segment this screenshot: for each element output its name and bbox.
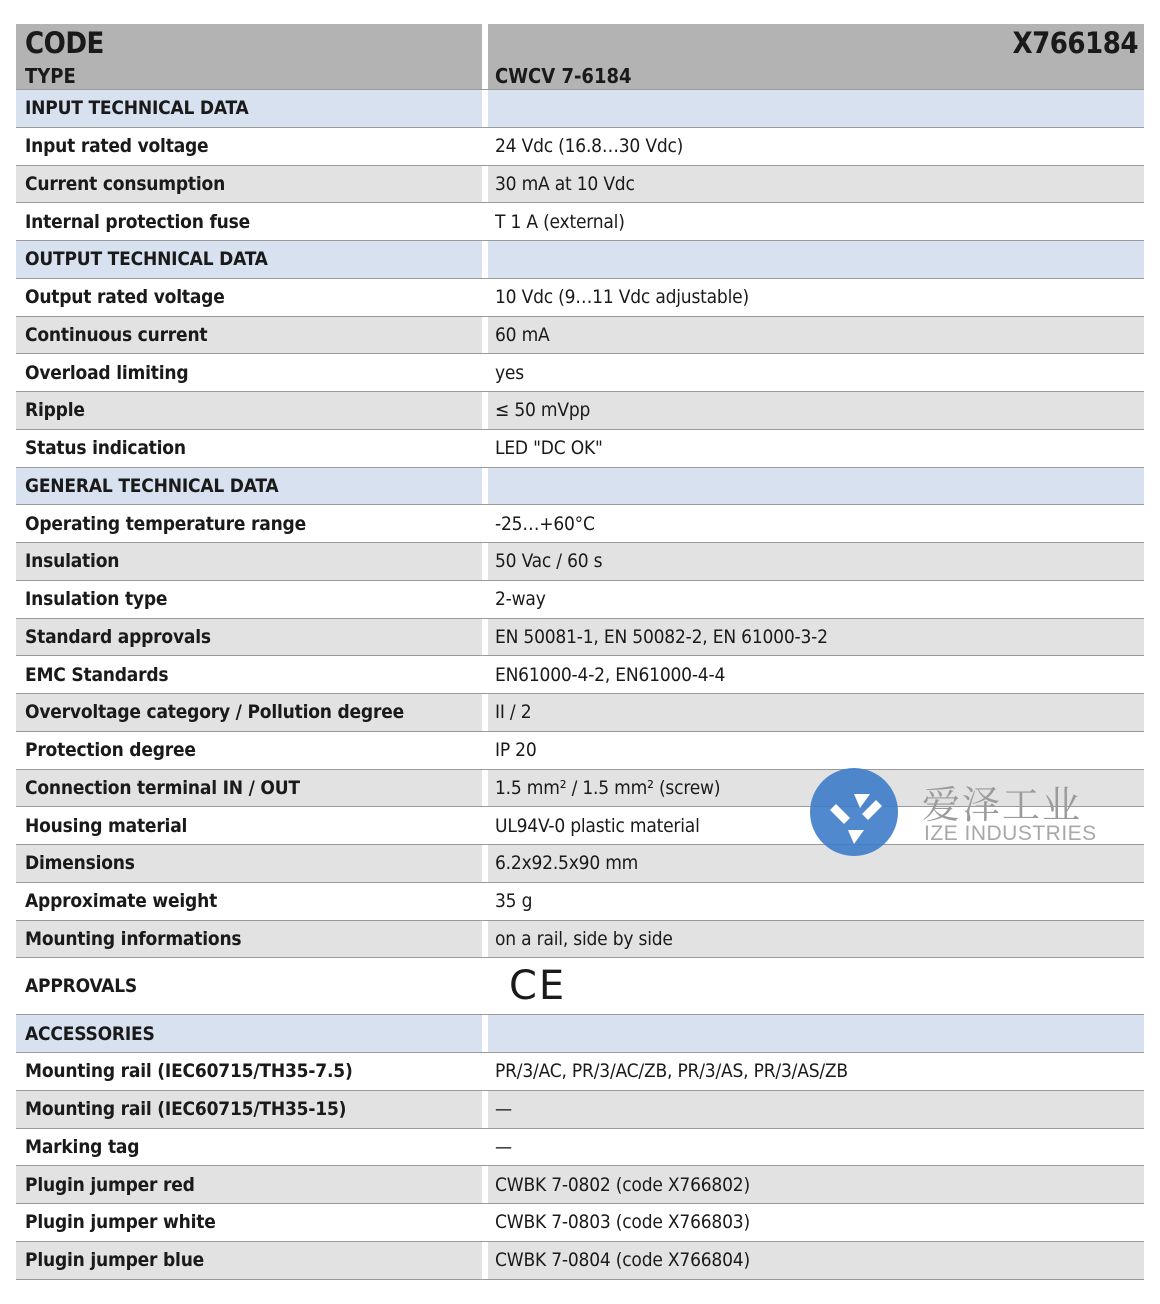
approvals-label: APPROVALS [16, 958, 482, 1014]
table-row [16, 1204, 1144, 1242]
row-label: Current consumption [16, 166, 482, 203]
type-label: TYPE [25, 64, 76, 88]
table-row [16, 1242, 1144, 1280]
ce-mark-icon: CE [509, 963, 567, 1010]
row-label: Input rated voltage [16, 128, 482, 165]
row-label: Plugin jumper red [16, 1166, 482, 1203]
section-header-row [16, 468, 1144, 506]
header-label-cell [16, 24, 482, 89]
watermark-cn: 爱泽工业 [922, 783, 1083, 827]
row-value: 30 mA at 10 Vdc [488, 166, 1144, 203]
row-label: ACCESSORIES [16, 1015, 482, 1052]
table-row [16, 1129, 1144, 1167]
table-row [16, 543, 1144, 581]
table-row [16, 279, 1144, 317]
row-label: OUTPUT TECHNICAL DATA [16, 241, 482, 278]
row-label: Overvoltage category / Pollution degree [16, 694, 482, 731]
row-value: 1.5 mm² / 1.5 mm² (screw) [488, 770, 1144, 807]
row-label: Plugin jumper blue [16, 1242, 482, 1279]
accessory-rows [16, 1015, 1144, 1279]
row-value: yes [488, 354, 1144, 391]
table-row [16, 505, 1144, 543]
table-row [16, 656, 1144, 694]
row-label: Mounting informations [16, 921, 482, 958]
row-value [488, 90, 1144, 127]
table-row [16, 921, 1144, 959]
row-value: T 1 A (external) [488, 203, 1144, 240]
row-value: CWBK 7-0804 (code X766804) [488, 1242, 1144, 1279]
row-value [488, 241, 1144, 278]
row-label: Internal protection fuse [16, 203, 482, 240]
row-label: Protection degree [16, 732, 482, 769]
row-label: Plugin jumper white [16, 1204, 482, 1241]
table-row [16, 619, 1144, 657]
row-label: Insulation type [16, 581, 482, 618]
table-row [16, 430, 1144, 468]
row-label: Standard approvals [16, 619, 482, 656]
row-value: 2-way [488, 581, 1144, 618]
code-label: CODE [25, 26, 104, 60]
table-row [16, 694, 1144, 732]
row-label: Connection terminal IN / OUT [16, 770, 482, 807]
row-label: Mounting rail (IEC60715/TH35-7.5) [16, 1053, 482, 1090]
table-row [16, 883, 1144, 921]
row-value: CWBK 7-0802 (code X766802) [488, 1166, 1144, 1203]
code-value: X766184 [1012, 26, 1138, 60]
row-label: Marking tag [16, 1129, 482, 1166]
table-row [16, 354, 1144, 392]
watermark-logo [808, 764, 1098, 860]
row-label: EMC Standards [16, 656, 482, 693]
row-label: Dimensions [16, 845, 482, 882]
row-label: Output rated voltage [16, 279, 482, 316]
ize-logo-icon [808, 764, 904, 860]
table-row [16, 166, 1144, 204]
row-value: — [488, 1129, 1144, 1166]
row-label: Operating temperature range [16, 505, 482, 542]
row-value: EN61000-4-2, EN61000-4-4 [488, 656, 1144, 693]
table-row [16, 1053, 1144, 1091]
row-value: 50 Vac / 60 s [488, 543, 1144, 580]
row-label: Insulation [16, 543, 482, 580]
watermark-en: IZE INDUSTRIES [924, 822, 1097, 845]
row-value: IP 20 [488, 732, 1144, 769]
row-value: 10 Vdc (9…11 Vdc adjustable) [488, 279, 1144, 316]
row-value: LED "DC OK" [488, 430, 1144, 467]
row-value: 60 mA [488, 317, 1144, 354]
row-value: II / 2 [488, 694, 1144, 731]
table-row [16, 203, 1144, 241]
table-row [16, 128, 1144, 166]
row-value: ≤ 50 mVpp [488, 392, 1144, 429]
row-value: EN 50081-1, EN 50082-2, EN 61000-3-2 [488, 619, 1144, 656]
row-value: CWBK 7-0803 (code X766803) [488, 1204, 1144, 1241]
row-label: Mounting rail (IEC60715/TH35-15) [16, 1091, 482, 1128]
table-row [16, 317, 1144, 355]
type-value: CWCV 7-6184 [495, 64, 632, 88]
row-value [488, 1015, 1144, 1052]
row-label: Ripple [16, 392, 482, 429]
header-value-cell [488, 24, 1144, 89]
row-value [488, 468, 1144, 505]
row-value: 24 Vdc (16.8…30 Vdc) [488, 128, 1144, 165]
table-header [16, 24, 1144, 90]
row-label: Approximate weight [16, 883, 482, 920]
row-value: — [488, 1091, 1144, 1128]
row-label: INPUT TECHNICAL DATA [16, 90, 482, 127]
row-value: 6.2x92.5x90 mm [488, 845, 1144, 882]
approvals-row [16, 958, 1144, 1015]
row-value: 35 g [488, 883, 1144, 920]
row-value: on a rail, side by side [488, 921, 1144, 958]
table-row [16, 1091, 1144, 1129]
spec-table [16, 24, 1144, 1280]
section-header-row [16, 241, 1144, 279]
row-value: UL94V-0 plastic material [488, 807, 1144, 844]
approvals-value [488, 958, 1144, 1014]
row-value: PR/3/AC, PR/3/AC/ZB, PR/3/AS, PR/3/AS/ZB [488, 1053, 1144, 1090]
section-header-row [16, 1015, 1144, 1053]
table-row [16, 1166, 1144, 1204]
table-row [16, 392, 1144, 430]
table-row [16, 581, 1144, 619]
row-label: Continuous current [16, 317, 482, 354]
row-label: GENERAL TECHNICAL DATA [16, 468, 482, 505]
section-header-row [16, 90, 1144, 128]
row-label: Status indication [16, 430, 482, 467]
row-label: Housing material [16, 807, 482, 844]
row-value: -25…+60°C [488, 505, 1144, 542]
row-label: Overload limiting [16, 354, 482, 391]
